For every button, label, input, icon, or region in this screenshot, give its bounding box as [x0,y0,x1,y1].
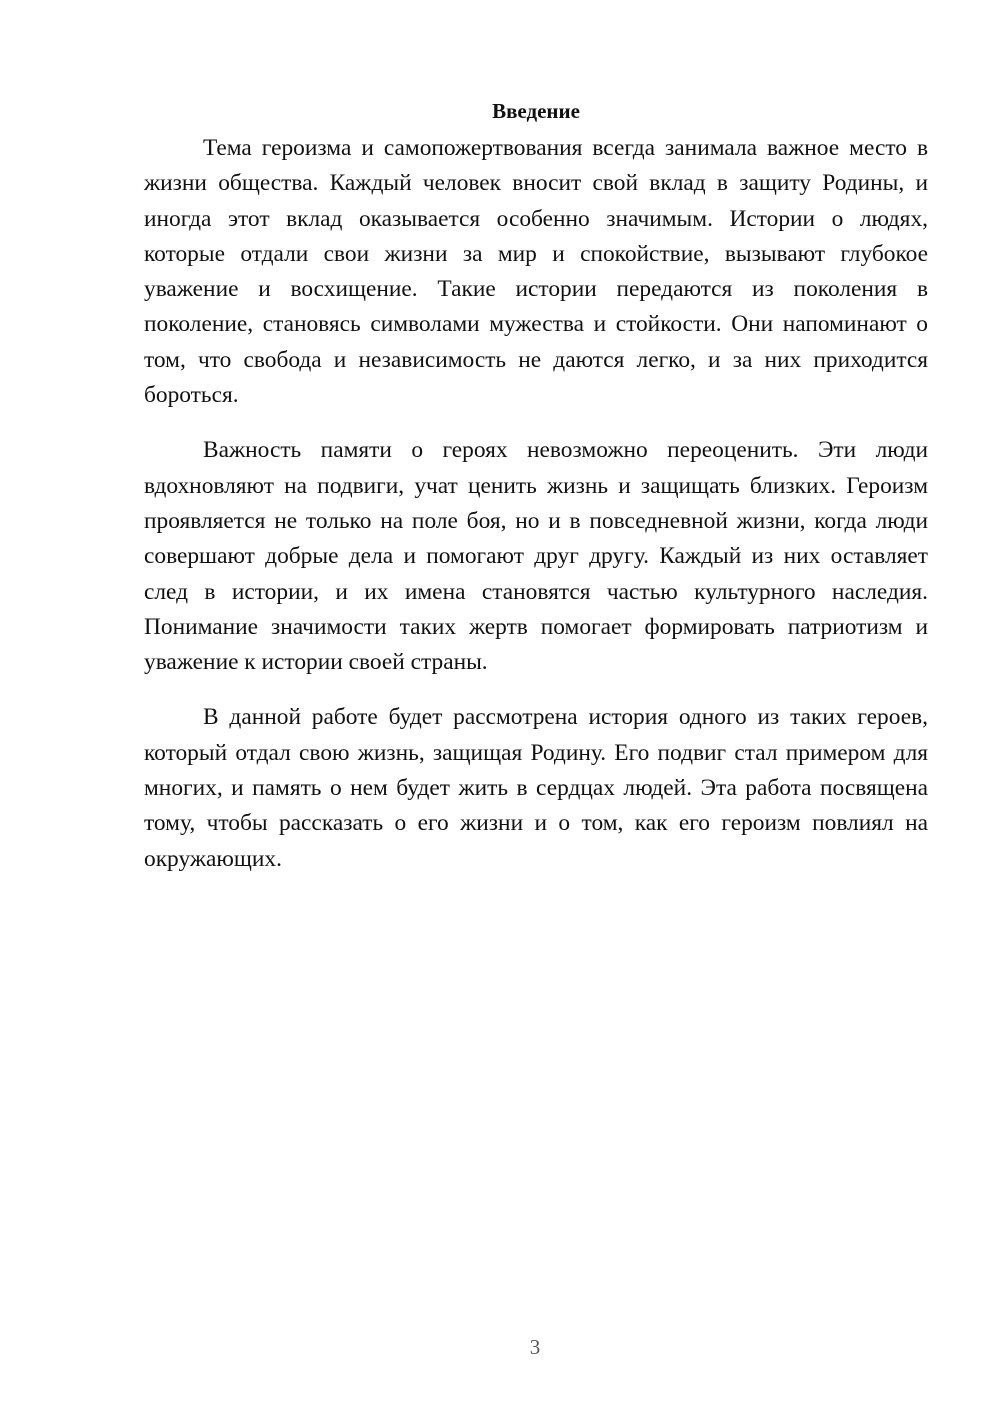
paragraph-3: В данной работе будет рассмотрена история одного из таких героев, который отдал свою жизнь, защищая Родину. Его подвиг стал примером для многих, и память о нем будет жить в сердцах людей. Эта работа посвящена тому, чтобы рассказать о его жизни и о том, как его героизм повлиял на окружающих. [144,704,928,872]
section-heading: Введение [492,99,580,123]
page-number: 3 [529,1335,541,1359]
paragraph-1: Тема героизма и самопожертвования всегда занимала важное место в жизни общества. Каждый человек вносит свой вклад в защиту Родины, и иногда этот вклад оказывается особенно значимым. Истории о людях, которые отдали свои жизни за мир и спокойствие, вызывают глубокое уважение и восхищение. Такие истории передаются из поколения в поколение, становясь символами мужества и стойкости. Они напоминают о том, что свобода и независимость не даются легко, и за них приходится бороться. [144,135,928,409]
paragraph-2: Важность памяти о героях невозможно переоценить. Эти люди вдохновляют на подвиги, учат ценить жизнь и защищать близких. Героизм проявляется не только на поле боя, но и в повседневной жизни, когда люди совершают добрые дела и помогают друг другу. Каждый из них оставляет след в истории, и их имена становятся частью культурного наследия. Понимание значимости таких жертв помогает формировать патриотизм и уважение к истории своей страны. [144,437,928,676]
page-body [144,94,928,877]
